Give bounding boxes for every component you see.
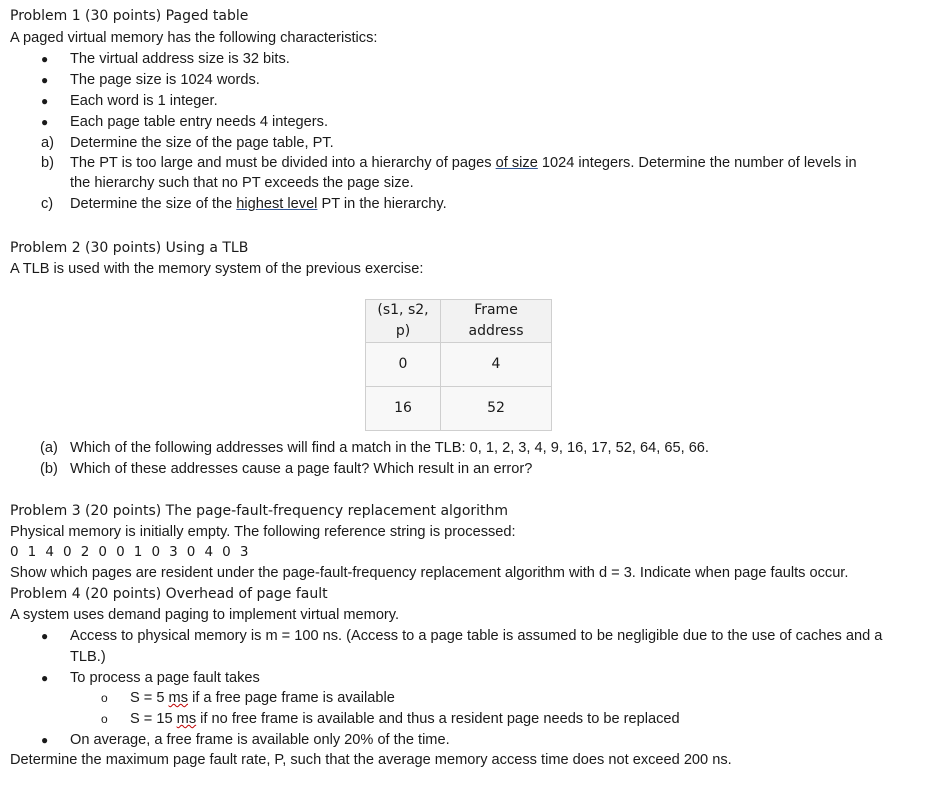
problem-1-intro: A paged virtual memory has the following characteristics: <box>10 30 378 46</box>
sub-bullet-icon: o <box>101 691 108 705</box>
p1-question-b-text: 1024 integers. Determine the number of levels in <box>537 155 857 171</box>
p4-sub-bullet-text: if no free frame is available and thus a resident page needs to be replaced <box>196 711 680 727</box>
p1-label-a: a) <box>41 135 54 151</box>
p4-sub-bullet-text: S = 15 <box>130 711 177 727</box>
reference-string: 0 1 4 0 2 0 0 1 0 3 0 4 0 3 <box>10 544 251 560</box>
bullet-icon: ● <box>41 52 49 66</box>
table-header-row <box>366 300 552 343</box>
grammar-underline: of size <box>495 155 538 171</box>
p4-sub-bullet-free-frame <box>130 688 395 709</box>
problem-3-task: Show which pages are resident under the page-fault-frequency replacement algorithm with d = 3. Indicate when page faults occur. <box>10 565 849 581</box>
p4-sub-bullet-text: S = 5 <box>130 690 169 706</box>
p1-question-b <box>70 153 857 174</box>
p1-bullet-page-size: The page size is 1024 words. <box>70 72 260 88</box>
bullet-icon: ● <box>41 733 49 747</box>
problem-2-title: Problem 2 (30 points) Using a TLB <box>10 240 249 256</box>
p2-label-a: (a) <box>40 440 58 456</box>
table-cell: 52 <box>441 387 552 431</box>
column-header-frame-address: Frame address <box>441 300 552 343</box>
problem-2-intro: A TLB is used with the memory system of the previous exercise: <box>10 261 424 277</box>
problem-4-intro: A system uses demand paging to implement virtual memory. <box>10 607 400 623</box>
p1-question-b-text: The PT is too large and must be divided into a hierarchy of pages <box>70 155 496 171</box>
p1-question-c-text: Determine the size of the <box>70 196 237 212</box>
p4-bullet-memory-access: Access to physical memory is m = 100 ns. (Access to a page table is assumed to be negligible due to the use of caches and a <box>70 628 883 644</box>
p1-question-c-text: PT in the hierarchy. <box>317 196 447 212</box>
spelling-underline: ms <box>176 711 197 727</box>
table-row <box>366 387 552 431</box>
p1-question-a: Determine the size of the page table, PT. <box>70 135 334 151</box>
p1-question-c <box>70 194 447 215</box>
p1-bullet-address-size: The virtual address size is 32 bits. <box>70 51 290 67</box>
p4-bullet-free-frame-rate: On average, a free frame is available only 20% of the time. <box>70 732 450 748</box>
table-row <box>366 343 552 387</box>
p1-bullet-word: Each word is 1 integer. <box>70 93 218 109</box>
p2-label-b: (b) <box>40 461 58 477</box>
problem-1-title: Problem 1 (30 points) Paged table <box>10 8 249 24</box>
problem-4-title: Problem 4 (20 points) Overhead of page fault <box>10 586 328 602</box>
column-header-s1-s2-p: (s1, s2, p) <box>366 300 441 343</box>
p1-question-b-continued: the hierarchy such that no PT exceeds the page size. <box>70 175 414 191</box>
sub-bullet-icon: o <box>101 712 108 726</box>
spelling-underline: ms <box>168 690 189 706</box>
grammar-underline: highest level <box>236 196 318 212</box>
p1-label-c: c) <box>41 196 54 212</box>
bullet-icon: ● <box>41 115 49 129</box>
p2-question-b: Which of these addresses cause a page fault? Which result in an error? <box>70 461 533 477</box>
problem-4-task: Determine the maximum page fault rate, P, such that the average memory access time does not exceed 200 ns. <box>10 752 732 768</box>
problem-3-title: Problem 3 (20 points) The page-fault-frequency replacement algorithm <box>10 503 509 519</box>
p1-bullet-pte: Each page table entry needs 4 integers. <box>70 114 328 130</box>
p4-bullet-page-fault: To process a page fault takes <box>70 670 260 686</box>
bullet-icon: ● <box>41 671 49 685</box>
table-cell: 0 <box>366 343 441 387</box>
table-cell: 4 <box>441 343 552 387</box>
tlb-table <box>365 299 552 431</box>
p4-bullet-memory-access-continued: TLB.) <box>70 649 106 665</box>
bullet-icon: ● <box>41 94 49 108</box>
p4-sub-bullet-text: if a free page frame is available <box>188 690 395 706</box>
bullet-icon: ● <box>41 73 49 87</box>
p4-sub-bullet-no-free-frame <box>130 709 680 730</box>
bullet-icon: ● <box>41 629 49 643</box>
p2-question-a: Which of the following addresses will find a match in the TLB: 0, 1, 2, 3, 4, 9, 16, 17, 52, 64, 65, 66. <box>70 440 709 456</box>
p1-label-b: b) <box>41 155 54 171</box>
table-cell: 16 <box>366 387 441 431</box>
problem-3-intro: Physical memory is initially empty. The following reference string is processed: <box>10 524 516 540</box>
